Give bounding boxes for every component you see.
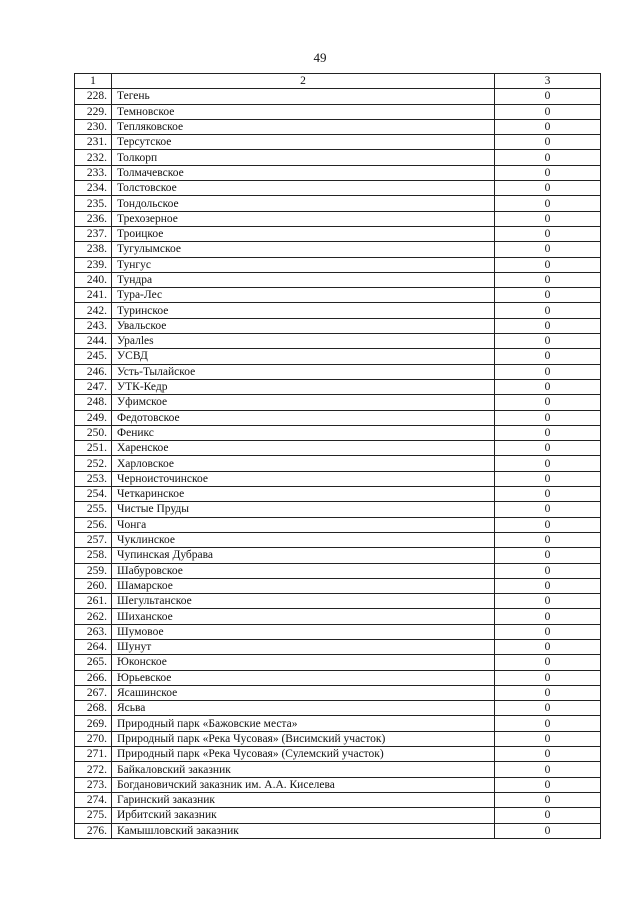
table-row [75,119,601,134]
row-number: 256. [75,517,112,532]
row-value: 0 [495,410,601,425]
table-row [75,563,601,578]
row-number: 235. [75,196,112,211]
row-name: Юрьевское [112,670,495,685]
table-row [75,639,601,654]
row-number: 276. [75,823,112,838]
row-name: Ясьва [112,701,495,716]
row-value: 0 [495,731,601,746]
row-value: 0 [495,471,601,486]
row-value: 0 [495,211,601,226]
table-row [75,762,601,777]
row-value: 0 [495,104,601,119]
table-row [75,701,601,716]
row-value: 0 [495,456,601,471]
row-name: Тунгус [112,257,495,272]
table-row [75,716,601,731]
header-cell-1: 1 [75,74,112,89]
row-value: 0 [495,135,601,150]
table-row [75,364,601,379]
table-row [75,594,601,609]
table-row [75,517,601,532]
row-name: Харенское [112,441,495,456]
row-number: 230. [75,119,112,134]
table-row [75,425,601,440]
row-value: 0 [495,487,601,502]
table-row [75,441,601,456]
row-number: 248. [75,395,112,410]
row-name: Толкорп [112,150,495,165]
row-value: 0 [495,226,601,241]
row-value: 0 [495,670,601,685]
row-name: УТК-Кедр [112,379,495,394]
row-name: Богдановичский заказник им. А.А. Киселева [112,777,495,792]
row-value: 0 [495,441,601,456]
table-row [75,792,601,807]
row-name: Трехозерное [112,211,495,226]
row-number: 272. [75,762,112,777]
row-value: 0 [495,792,601,807]
row-value: 0 [495,272,601,287]
row-value: 0 [495,181,601,196]
table-row [75,334,601,349]
row-name: Тепляковское [112,119,495,134]
row-number: 244. [75,334,112,349]
row-number: 271. [75,747,112,762]
row-name: Байкаловский заказник [112,762,495,777]
row-name: Тегень [112,89,495,104]
row-name: Шумовое [112,624,495,639]
row-number: 275. [75,808,112,823]
table-row [75,165,601,180]
table-row [75,747,601,762]
row-number: 249. [75,410,112,425]
row-value: 0 [495,716,601,731]
table-row [75,777,601,792]
table-body [75,74,601,839]
row-value: 0 [495,165,601,180]
row-number: 240. [75,272,112,287]
row-number: 245. [75,349,112,364]
row-value: 0 [495,808,601,823]
table-row [75,624,601,639]
row-number: 251. [75,441,112,456]
table-row [75,410,601,425]
table-row [75,226,601,241]
row-value: 0 [495,364,601,379]
row-number: 255. [75,502,112,517]
row-value: 0 [495,242,601,257]
row-number: 268. [75,701,112,716]
row-number: 246. [75,364,112,379]
row-name: Шамарское [112,578,495,593]
row-number: 231. [75,135,112,150]
table-row [75,548,601,563]
row-name: Чонга [112,517,495,532]
row-value: 0 [495,196,601,211]
table-row [75,487,601,502]
table-row [75,379,601,394]
row-number: 252. [75,456,112,471]
table-row [75,532,601,547]
row-value: 0 [495,517,601,532]
row-value: 0 [495,701,601,716]
row-value: 0 [495,379,601,394]
row-value: 0 [495,594,601,609]
row-number: 241. [75,288,112,303]
table-row [75,242,601,257]
row-value: 0 [495,89,601,104]
row-name: Тугулымское [112,242,495,257]
row-name: Чуклинское [112,532,495,547]
row-name: Харловское [112,456,495,471]
table-row [75,670,601,685]
row-number: 258. [75,548,112,563]
table-row [75,471,601,486]
row-name: Шиханское [112,609,495,624]
row-number: 233. [75,165,112,180]
page-number: 49 [313,50,327,65]
row-number: 262. [75,609,112,624]
row-value: 0 [495,532,601,547]
table-row [75,196,601,211]
row-number: 243. [75,318,112,333]
table-row [75,731,601,746]
row-name: Усть-Тылайское [112,364,495,379]
row-number: 236. [75,211,112,226]
row-name: Федотовское [112,410,495,425]
row-number: 273. [75,777,112,792]
table-row [75,823,601,838]
row-value: 0 [495,655,601,670]
row-name: Тура-Лес [112,288,495,303]
row-name: Терсутское [112,135,495,150]
row-name: Четкаринское [112,487,495,502]
table-row [75,272,601,287]
table-row [75,808,601,823]
row-number: 237. [75,226,112,241]
row-name: Шегультанское [112,594,495,609]
row-name: Тондольское [112,196,495,211]
row-value: 0 [495,502,601,517]
row-number: 247. [75,379,112,394]
row-value: 0 [495,747,601,762]
row-number: 269. [75,716,112,731]
table-row [75,578,601,593]
row-value: 0 [495,548,601,563]
row-value: 0 [495,624,601,639]
table-row [75,135,601,150]
row-name: Толстовское [112,181,495,196]
row-name: Уралles [112,334,495,349]
table-row [75,181,601,196]
row-name: Троицкое [112,226,495,241]
row-number: 228. [75,89,112,104]
row-value: 0 [495,609,601,624]
row-value: 0 [495,303,601,318]
row-name: Юконское [112,655,495,670]
row-name: Шунут [112,639,495,654]
row-name: Природный парк «Бажовские места» [112,716,495,731]
row-value: 0 [495,318,601,333]
row-value: 0 [495,334,601,349]
row-number: 261. [75,594,112,609]
row-number: 274. [75,792,112,807]
row-name: Уфимское [112,395,495,410]
row-number: 253. [75,471,112,486]
row-value: 0 [495,639,601,654]
row-name: Ирбитский заказник [112,808,495,823]
table-row [75,303,601,318]
row-number: 239. [75,257,112,272]
row-number: 234. [75,181,112,196]
table-row [75,456,601,471]
row-value: 0 [495,685,601,700]
table-row [75,609,601,624]
row-number: 242. [75,303,112,318]
row-number: 265. [75,655,112,670]
row-number: 264. [75,639,112,654]
row-value: 0 [495,777,601,792]
row-name: УСВД [112,349,495,364]
row-value: 0 [495,578,601,593]
row-number: 266. [75,670,112,685]
table-header-row [75,74,601,89]
table-row [75,395,601,410]
table-row [75,349,601,364]
row-name: Темновское [112,104,495,119]
row-name: Шабуровское [112,563,495,578]
row-number: 263. [75,624,112,639]
table-row [75,685,601,700]
row-value: 0 [495,395,601,410]
table-row [75,89,601,104]
row-number: 254. [75,487,112,502]
row-value: 0 [495,257,601,272]
row-number: 257. [75,532,112,547]
table-row [75,150,601,165]
row-value: 0 [495,119,601,134]
table-row [75,288,601,303]
row-number: 229. [75,104,112,119]
row-name: Природный парк «Река Чусовая» (Сулемский участок) [112,747,495,762]
row-number: 238. [75,242,112,257]
row-name: Чупинская Дубрава [112,548,495,563]
row-value: 0 [495,762,601,777]
row-value: 0 [495,288,601,303]
row-name: Толмачевское [112,165,495,180]
table-row [75,318,601,333]
table-row [75,502,601,517]
row-value: 0 [495,563,601,578]
row-name: Черноисточинское [112,471,495,486]
row-name: Туринское [112,303,495,318]
row-value: 0 [495,425,601,440]
data-table [74,73,601,839]
table-row [75,211,601,226]
row-name: Природный парк «Река Чусовая» (Висимский участок) [112,731,495,746]
row-name: Увальское [112,318,495,333]
row-value: 0 [495,823,601,838]
row-name: Феникс [112,425,495,440]
row-number: 250. [75,425,112,440]
row-name: Ясашинское [112,685,495,700]
row-name: Камышловский заказник [112,823,495,838]
row-number: 232. [75,150,112,165]
header-cell-2: 2 [112,74,495,89]
row-number: 270. [75,731,112,746]
row-value: 0 [495,349,601,364]
row-name: Гаринский заказник [112,792,495,807]
row-value: 0 [495,150,601,165]
table-row [75,257,601,272]
row-name: Чистые Пруды [112,502,495,517]
table-row [75,104,601,119]
header-cell-3: 3 [495,74,601,89]
row-number: 267. [75,685,112,700]
table-row [75,655,601,670]
row-number: 259. [75,563,112,578]
row-number: 260. [75,578,112,593]
row-name: Тундра [112,272,495,287]
